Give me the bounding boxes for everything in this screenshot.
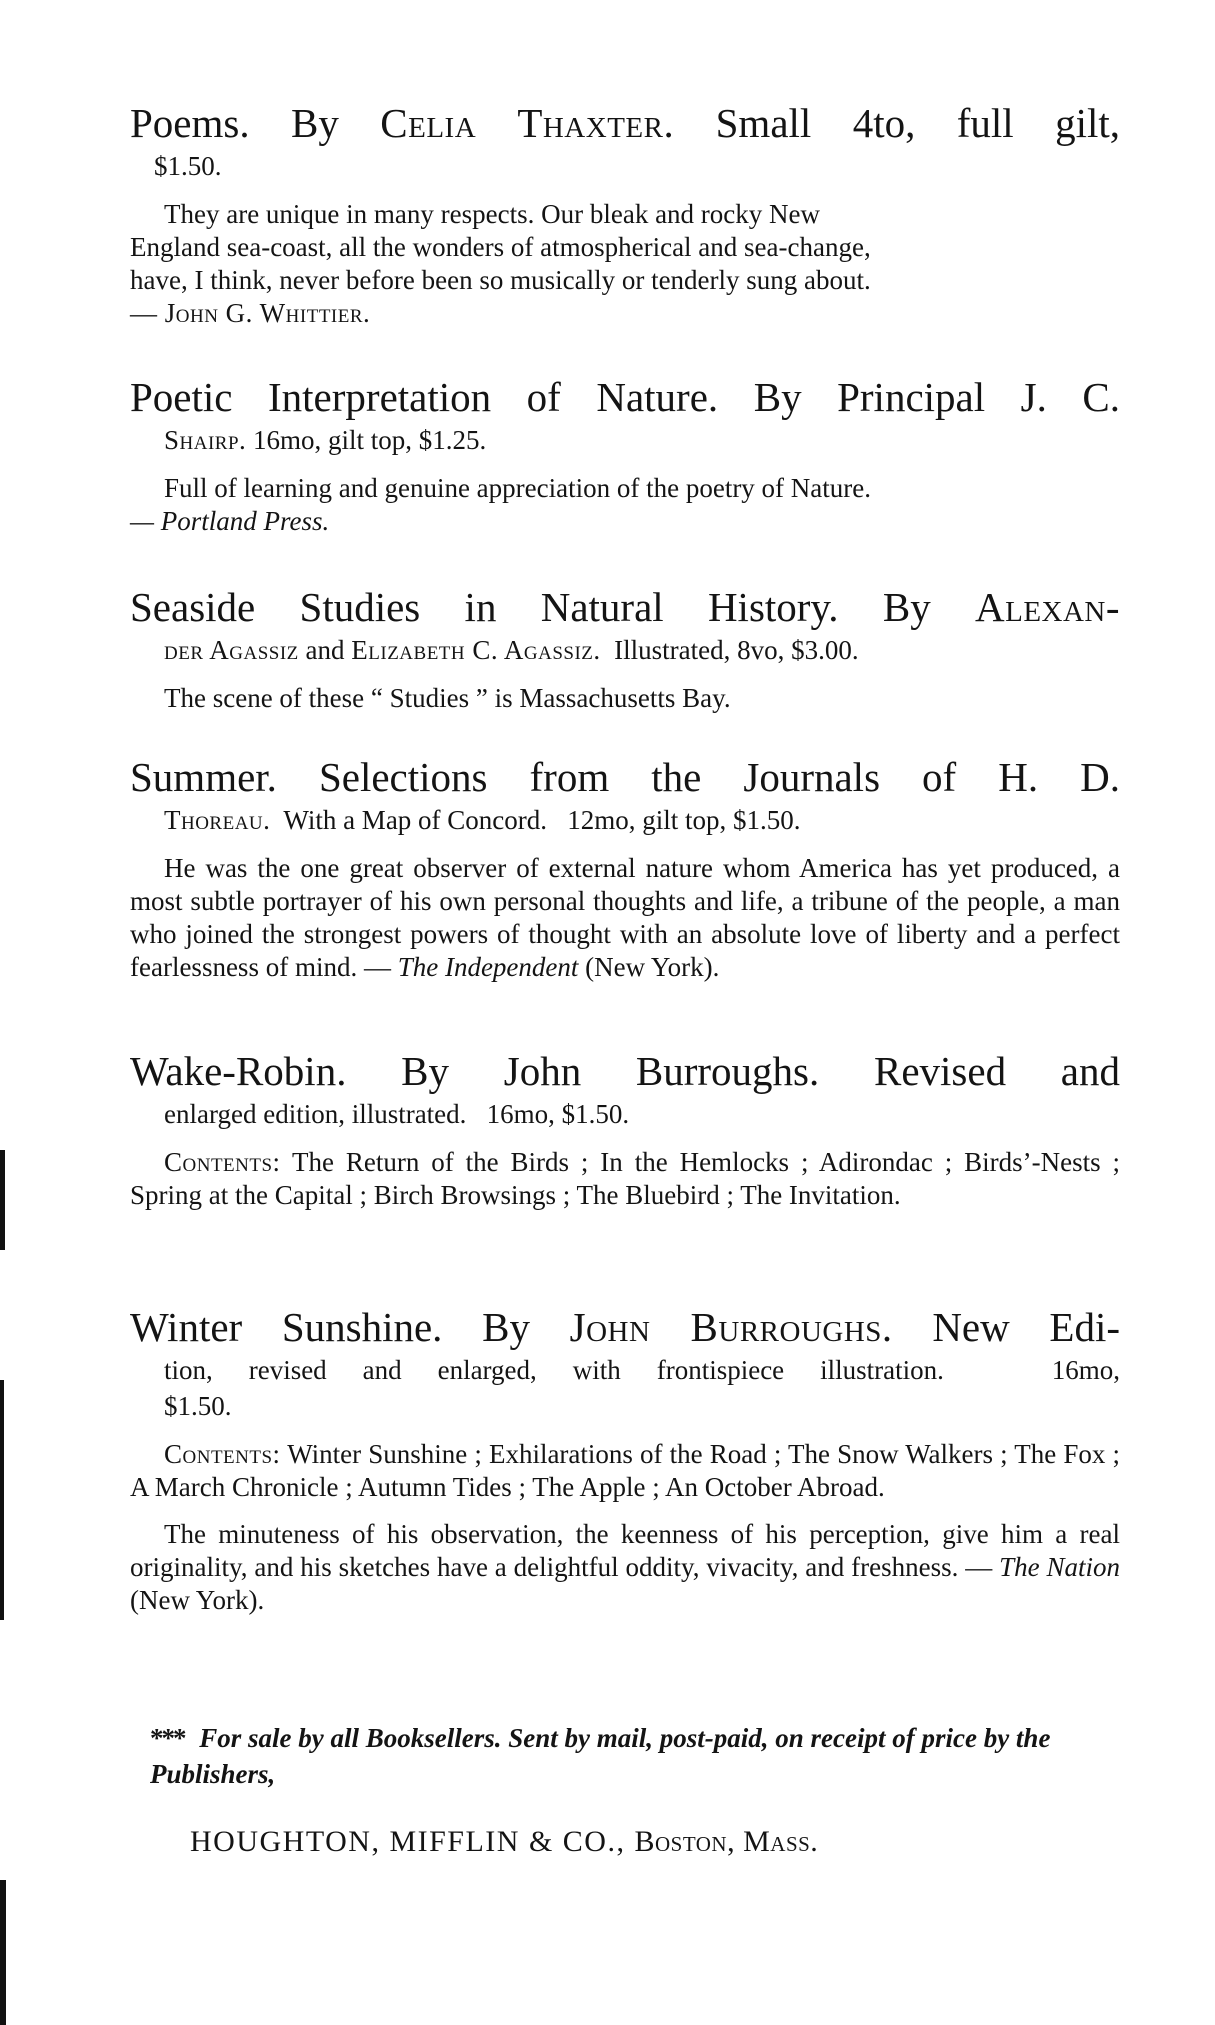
sale-note [150, 1720, 1110, 1792]
review-source: The Independent [397, 952, 579, 982]
book-contents [130, 1146, 1120, 1212]
book-review [130, 472, 1120, 538]
book-contents [130, 1438, 1120, 1504]
book-subtitle: Selections from the Journals of H. D. [318, 754, 1120, 800]
sale-note-text: For sale by all Booksellers. Sent by mail, post-paid, on receipt of price by the Publishers, [150, 1723, 1051, 1789]
review-source: — Portland Press. [130, 506, 330, 536]
scan-edge-mark [0, 1380, 4, 1620]
book-detail: 16mo, gilt top, $1.25. [253, 425, 487, 455]
book-heading [130, 1046, 1120, 1096]
review-text: Full of learning and genuine appreciation of the poetry of Nature. [164, 473, 872, 503]
asterism-icon: *** [150, 1723, 190, 1753]
book-author: Thoreau. [164, 805, 271, 835]
book-entry-summer [130, 752, 1120, 984]
contents-list: The Return of the Birds ; In the Hemlocks ; Adirondac ; Birds’-Nests ; Spring at the Capital ; Birch Browsings ; The Bluebird ; The Invitation. [130, 1147, 1121, 1210]
book-detail-line [164, 632, 1120, 668]
book-entry-wake-robin [130, 1046, 1120, 1212]
book-detail: Illustrated, 8vo, $3.00. [614, 635, 859, 665]
book-entry-winter-sunshine [130, 1302, 1120, 1617]
publisher-city: Boston, Mass. [634, 1825, 819, 1858]
book-by: By John Burroughs. [401, 1048, 820, 1094]
review-text: The scene of these “ Studies ” is Massachusetts Bay. [164, 683, 731, 713]
review-body: He was the one great observer of external nature whom America has yet produced, a most subtle portrayer of his own personal thoughts and life, a tribune of the people, a man who joined the strongest powers of thought with an absolute love of liberty and a perfect fearlessness of mind. — [130, 853, 1120, 982]
contents-text [130, 1438, 1120, 1504]
publisher-name: HOUGHTON, MIFFLIN & CO., [190, 1825, 626, 1858]
book-by: By [882, 584, 931, 630]
contents-label: Contents: [164, 1147, 281, 1177]
review-place: (New York). [585, 952, 720, 982]
book-author: John Burroughs. [569, 1304, 893, 1350]
book-review [130, 682, 1120, 715]
scan-edge-mark [0, 1150, 5, 1250]
book-heading [130, 372, 1120, 422]
contents-text [130, 1146, 1120, 1212]
review-source: The Nation [999, 1552, 1121, 1582]
book-detail-line [164, 422, 1120, 458]
book-by: By Principal J. C. [753, 374, 1120, 420]
book-heading [130, 582, 1120, 632]
book-title: Summer. [130, 754, 277, 800]
book-author: Alexan- [975, 584, 1121, 630]
book-title: Winter Sunshine. [130, 1304, 443, 1350]
book-detail: tion, revised and enlarged, with frontispiece illustration. 16mo, [164, 1355, 1120, 1385]
contents-list: Winter Sunshine ; Exhilarations of the Road ; The Snow Walkers ; The Fox ; A March Chronicle ; Autumn Tides ; The Apple ; An October Abroad. [130, 1439, 1121, 1502]
book-price: $1.50. [154, 151, 222, 181]
review-source: — John G. Whittier. [130, 298, 371, 328]
book-author: der Agassiz [164, 635, 299, 665]
book-detail: With a Map of Concord. 12mo, gilt top, $1.50. [283, 805, 801, 835]
book-by: By [291, 100, 339, 146]
book-entry-seaside-studies [130, 582, 1120, 715]
book-title: Wake-Robin. [130, 1048, 347, 1094]
review-line: They are unique in many respects. Our bleak and rocky New [164, 199, 821, 229]
book-heading [130, 752, 1120, 802]
contents-label: Contents: [164, 1439, 281, 1469]
book-heading [130, 1302, 1120, 1352]
review-text [130, 1518, 1120, 1617]
book-review [130, 1518, 1120, 1617]
book-review [130, 198, 1120, 330]
book-price: $1.50. [164, 1391, 232, 1421]
review-line: England sea-coast, all the wonders of atmospherical and sea-change, [130, 232, 871, 262]
book-entry-poems [130, 98, 1120, 330]
book-title: Poetic Interpretation of Nature. [130, 374, 719, 420]
book-by: By [482, 1304, 530, 1350]
book-detail-line [164, 802, 1120, 838]
book-entry-poetic-interpretation [130, 372, 1120, 538]
review-body: The minuteness of his observation, the keenness of his perception, give him a real originality, and his sketches have a delightful oddity, vivacity, and freshness. — [130, 1519, 1120, 1582]
review-text [130, 852, 1120, 984]
book-author: Shairp. [164, 425, 247, 455]
book-heading [130, 98, 1120, 148]
book-detail: enlarged edition, illustrated. 16mo, $1.50. [164, 1099, 630, 1129]
book-author: Celia Thaxter. [380, 100, 675, 146]
review-line: have, I think, never before been so musically or tenderly sung about. [130, 265, 871, 295]
book-title: Seaside Studies in Natural History. [130, 584, 839, 630]
book-detail-head: New Edi- [932, 1304, 1120, 1350]
scan-edge-mark [0, 1880, 6, 2025]
book-review [130, 852, 1120, 984]
review-place: (New York). [130, 1585, 265, 1615]
book-detail: Small 4to, full gilt, [715, 100, 1121, 146]
book-author: Elizabeth C. Agassiz. [351, 635, 601, 665]
book-title: Poems. [130, 100, 250, 146]
publisher-imprint [190, 1825, 818, 1859]
book-detail-head: Revised and [873, 1048, 1120, 1094]
book-author-and: and [305, 635, 345, 665]
